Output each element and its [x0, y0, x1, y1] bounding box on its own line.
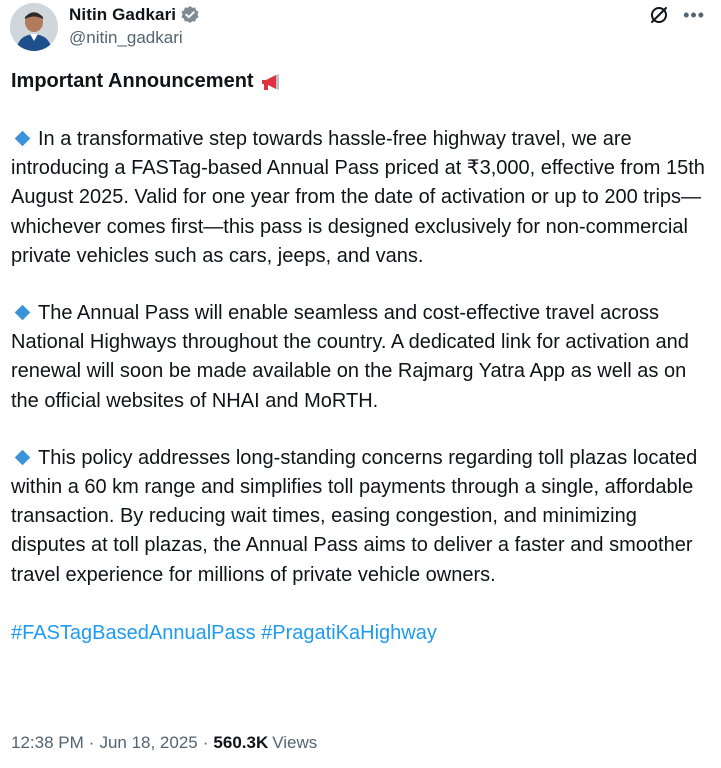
hashtag-fastag-annual-pass[interactable]: #FASTagBasedAnnualPass: [11, 621, 256, 644]
paragraph-1-text: In a transformative step towards hassle-free highway travel, we are introducing a FASTag-based Annual Pass priced at ₹3,000, effective from 15th August 2025. Valid for one year from the date of activation or up to 200 trips—whichever comes first—this pass is designed exclusively for non-commercial private vehicles such as cars, jeeps, and vans.: [11, 128, 705, 267]
header-actions: [649, 5, 705, 25]
views-count[interactable]: 560.3K: [213, 733, 269, 752]
announcement-title: [11, 67, 711, 97]
timestamp-date[interactable]: Jun 18, 2025: [99, 733, 198, 752]
meta-separator: ·: [202, 733, 209, 752]
hashtag-pragati-ka-highway[interactable]: #PragatiKaHighway: [261, 621, 437, 644]
tweet-text: [11, 67, 711, 648]
display-name[interactable]: Nitin Gadkari: [69, 5, 177, 24]
grok-icon[interactable]: [649, 5, 669, 25]
verified-badge-icon: [180, 5, 200, 25]
announcement-title-text: Important Announcement: [11, 70, 254, 93]
tweet-header: [10, 3, 705, 53]
megaphone-icon: [260, 72, 284, 92]
paragraph-3: [11, 444, 711, 590]
blue-diamond-icon: [15, 131, 31, 147]
hashtags: [11, 619, 711, 648]
blue-diamond-icon: [15, 450, 31, 466]
timestamp-time[interactable]: 12:38 PM: [11, 733, 84, 752]
more-icon[interactable]: •••: [683, 5, 705, 25]
paragraph-2: [11, 299, 711, 416]
paragraph-1: [11, 125, 711, 271]
meta-separator: ·: [88, 733, 95, 752]
paragraph-2-text: The Annual Pass will enable seamless and cost-effective travel across National Highways throughout the country. A dedicated link for activation and renewal will soon be made available on the Rajmarg Yatra App as well as on the official websites of NHAI and MoRTH.: [11, 302, 689, 412]
paragraph-3-text: This policy addresses long-standing concerns regarding toll plazas located within a 60 km range and simplifies toll payments through a single, affordable transaction. By reducing wait times, easing congestion, and minimizing disputes at toll plazas, the Annual Pass aims to deliver a faster and smoother travel experience for millions of private vehicle owners.: [11, 446, 698, 586]
avatar[interactable]: [10, 3, 58, 51]
views-label: Views: [272, 733, 318, 752]
handle[interactable]: @nitin_gadkari: [69, 28, 183, 47]
tweet-meta: [11, 733, 317, 753]
blue-diamond-icon: [15, 305, 31, 321]
author-block: [69, 4, 200, 48]
